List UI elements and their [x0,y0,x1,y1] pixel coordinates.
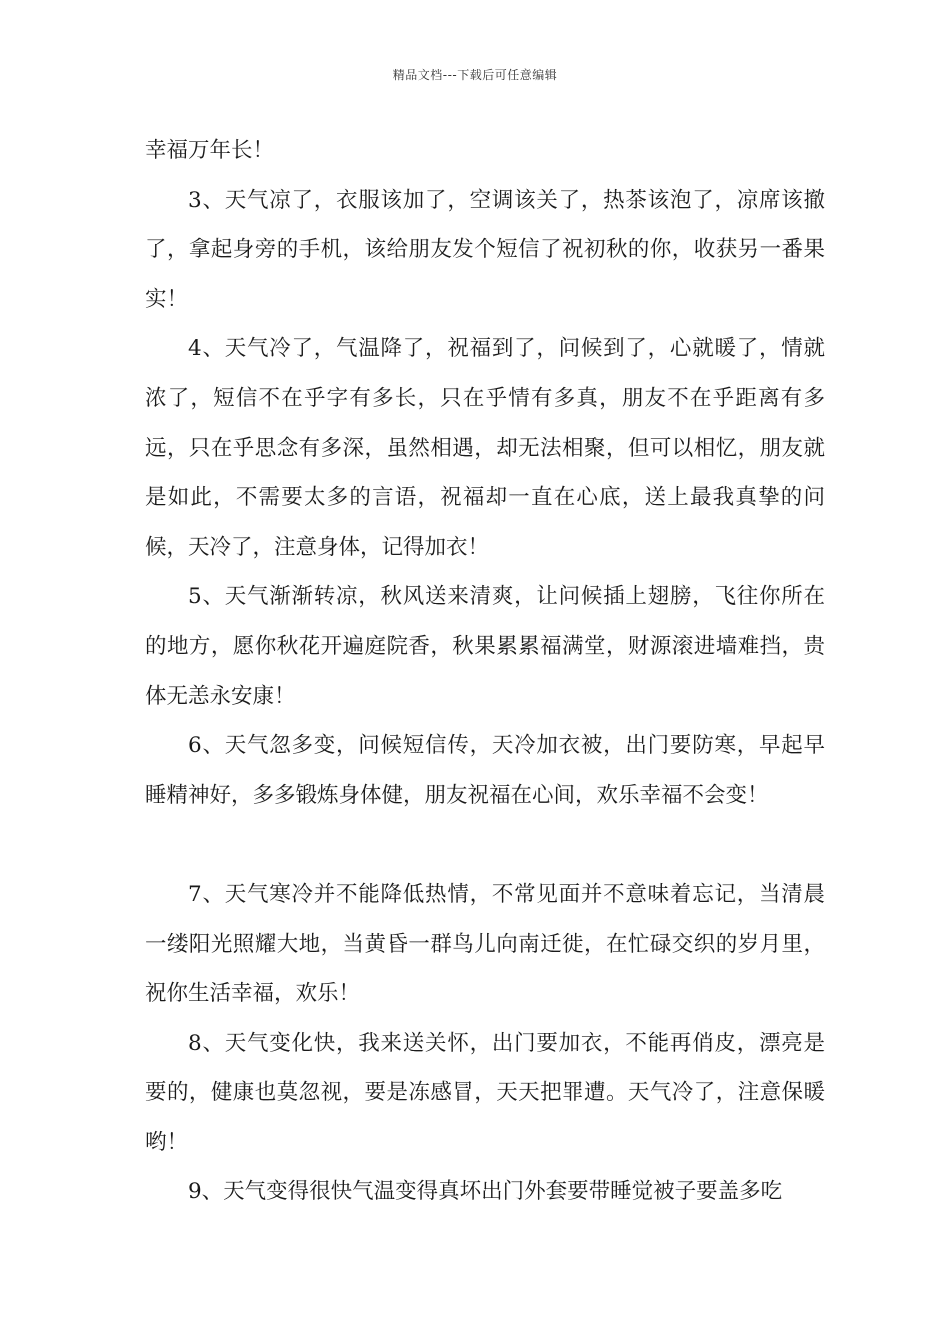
paragraph-item-3: 3、天气凉了，衣服该加了，空调该关了，热茶该泡了，凉席该撤了，拿起身旁的手机，该给朋友发个短信了祝初秋的你，收获另一番果实！ [145,187,825,312]
paragraph-item-7: 7、天气寒冷并不能降低热情，不常见面并不意味着忘记，当清晨一缕阳光照耀大地，当黄昏一群鸟儿向南迁徙，在忙碌交织的岁月里，祝你生活幸福，欢乐！ [145,881,825,1007]
page-header: 精品文档---下载后可任意编辑 [392,68,558,82]
paragraph-item-9: 9、天气变得很快气温变得真坏出门外套要带睡觉被子要盖多吃 [188,1179,783,1205]
paragraph-gap [145,820,825,870]
paragraph-item-4: 4、天气冷了，气温降了，祝福到了，问候到了，心就暖了，情就浓了，短信不在乎字有多长，只在乎情有多真，朋友不在乎距离有多远，只在乎思念有多深，虽然相遇，却无法相聚，但可以相忆，朋友就是如此，不需要太多的言语，祝福却一直在心底，送上最我真挚的问候，天冷了，注意身体，记得加衣！ [145,336,825,560]
paragraph-item-6: 6、天气忽多变，问候短信传，天冷加衣被，出门要防寒，早起早睡精神好，多多锻炼身体健，朋友祝福在心间，欢乐幸福不会变！ [145,733,825,808]
paragraph-item-5: 5、天气渐渐转凉，秋风送来清爽，让问候插上翅膀，飞往你所在的地方，愿你秋花开遍庭院香，秋果累累福满堂，财源滚进墙难挡，贵体无恙永安康！ [145,584,825,709]
paragraph-item-8: 8、天气变化快，我来送关怀，出门要加衣，不能再俏皮，漂亮是要的，健康也莫忽视，要是冻感冒，天天把罪遭。天气冷了，注意保暖哟！ [145,1030,825,1155]
paragraph-continuation: 幸福万年长！ [145,138,275,163]
document-body [145,126,825,1217]
